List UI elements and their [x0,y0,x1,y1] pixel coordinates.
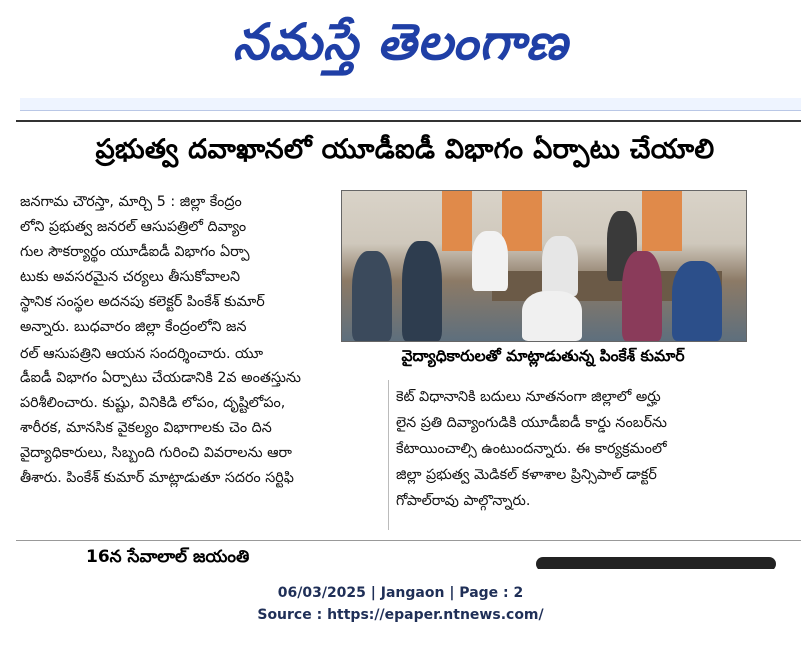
photo-person [402,241,442,341]
source-footer [0,582,801,626]
edition-info: 06/03/2025 | Jangaon | Page : 2 [277,585,524,601]
body-line: గుల సౌకర్యార్థం యూడీఐడీ విభాగం ఏర్పా [20,244,250,260]
photo-caption: వైద్యాధికారులతో మాట్లాడుతున్న పింకేశ్ కుమార్ [341,343,745,373]
body-line: కెట్ విధానానికి బదులు నూతనంగా జిల్లాలో అర్హు [396,389,661,405]
photo-curtain [442,191,472,251]
body-line: కేటాయించాల్సి ఉంటుందన్నారు. ఈ కార్యక్రమంలో [396,441,667,457]
body-line: పరిశీలించారు. కుష్టు, వినికిడి లోపం, దృష్టిలోపం, [20,395,286,411]
photo-curtain [502,191,542,251]
body-line: స్థానిక సంస్థల అదనపు కలెక్టర్ పింకేశ్ కుమార్ [20,294,265,310]
masthead-title: నమస్తే తెలంగాణ [232,12,569,71]
body-line: శారీరక, మానసిక వైకల్యం విభాగాలకు చెం దిన [20,420,272,436]
photo-person [352,251,392,341]
body-line: వైద్యాధికారులు, సిబ్బంది గురించి వివరాలను ఆరా [20,445,292,461]
body-line: జనగామ చౌరస్తా, మార్చి 5 : జిల్లా కేంద్రం [20,194,242,210]
newspaper-masthead [0,0,801,96]
source-link[interactable]: Source : https://epaper.ntnews.com/ [257,607,544,623]
photo-person [622,251,662,341]
body-line: తీశారు. పింకేశ్ కుమార్ మాట్లాడుతూ సదరం సర్టిఫి [20,470,294,486]
photo-person [542,236,578,296]
next-article-fragment [536,557,776,569]
photo-curtain [642,191,682,251]
body-line: లైన ప్రతి దివ్యాంగుడికి యూడీఐడీ కార్డు నంబర్‌ను [396,415,667,431]
next-article-title: 16న సేవాలాల్ జయంతి [86,547,250,567]
body-line: గోపాల్‌రావు పాల్గొన్నారు. [396,493,531,509]
body-line: రల్ ఆసుపత్రిని ఆయన సందర్శించారు. యూ [20,346,263,362]
article-photo [341,190,747,342]
body-line: లోని ప్రభుత్వ జనరల్ ఆసుపత్రిలో దివ్యాం [20,219,247,235]
masthead-divider [20,98,801,111]
body-line: టుకు అవసరమైన చర్యలు తీసుకోవాలని [20,269,241,285]
body-line: అన్నారు. బుధవారం జిల్లా కేంద్రంలోని జన [20,319,247,335]
article-headline: ప్రభుత్వ దవాఖానలో యూడీఐడీ విభాగం ఏర్పాటు చేయాలి [95,134,715,165]
column-divider [388,380,389,530]
body-line: డీఐడీ విభాగం ఏర్పాటు చేయడానికి 2వ అంతస్తును [20,370,301,386]
photo-person [472,231,508,291]
body-line: జిల్లా ప్రభుత్వ మెడికల్ కళాశాల ప్రిన్సిపాల్ డాక్టర్ [396,467,657,483]
photo-person [522,291,582,341]
next-article-strip [16,540,801,569]
photo-person [672,261,722,341]
